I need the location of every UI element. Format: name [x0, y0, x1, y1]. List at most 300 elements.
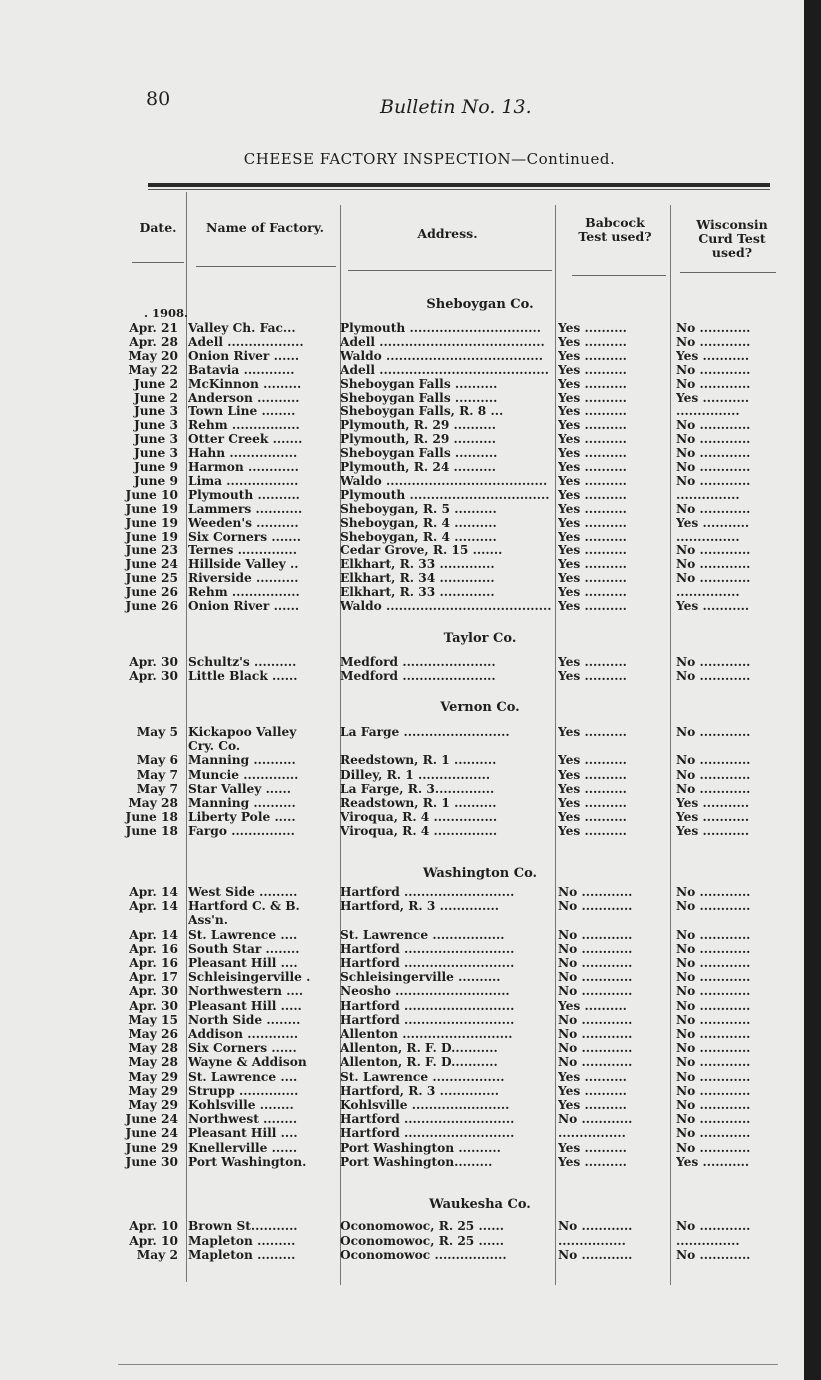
babcock-cell: No ............: [558, 1249, 633, 1262]
table-row: [0, 1085, 804, 1098]
date-cell: May 28: [128, 1055, 178, 1070]
factory-name-cell: Wayne & Addison: [188, 1056, 307, 1070]
factory-name-cell: Otter Creek .......: [188, 433, 303, 447]
wisconsin-cell: Yes ...........: [676, 516, 750, 530]
factory-name-cell: Schleisingerville .: [188, 971, 311, 985]
wisconsin-cell: No ............: [676, 782, 751, 796]
table-row: [0, 914, 804, 927]
address-cell: Hartford, R. 3 ..............: [340, 900, 500, 914]
date-cell: Apr. 30: [129, 984, 178, 999]
address-cell: Schleisingerville ..........: [340, 971, 501, 985]
factory-name-cell: Hillside Valley ..: [188, 558, 299, 572]
date-cell: May 29: [128, 1098, 178, 1112]
wisconsin-cell: No ............: [676, 1249, 751, 1262]
date-cell: June 24: [125, 1112, 178, 1127]
babcock-cell: Yes ..........: [558, 488, 627, 502]
babcock-cell: Yes ..........: [558, 1141, 627, 1155]
address-cell: St. Lawrence .................: [340, 928, 505, 942]
date-cell: Apr. 10: [129, 1233, 178, 1248]
date-cell: June 3: [134, 432, 178, 447]
table-row: [0, 825, 804, 838]
address-cell: Hartford ..........................: [340, 1113, 515, 1127]
babcock-cell: Yes ..........: [558, 811, 627, 825]
date-cell: June 19: [125, 529, 178, 544]
table-row: [0, 1000, 804, 1013]
factory-name-cell: Onion River ......: [188, 349, 300, 363]
table-row: [0, 392, 804, 405]
factory-name-cell: Pleasant Hill ....: [188, 1127, 298, 1141]
address-cell: Cedar Grove, R. 15 .......: [340, 544, 503, 558]
babcock-cell: Yes ..........: [558, 1099, 627, 1112]
wisconsin-cell: No ............: [676, 1084, 751, 1098]
date-cell: Apr. 30: [129, 998, 178, 1013]
date-cell: June 2: [134, 376, 178, 391]
factory-name-cell: Hahn ................: [188, 447, 298, 461]
header-underline: [132, 262, 184, 263]
factory-name-cell: Pleasant Hill .....: [188, 999, 302, 1013]
babcock-cell: Yes ..........: [558, 1070, 627, 1084]
table-row: [0, 322, 804, 335]
address-cell: Plymouth, R. 29 ..........: [340, 419, 496, 433]
address-cell: Waldo ......................................: [340, 474, 548, 488]
address-cell: Hartford ..........................: [340, 957, 515, 970]
babcock-cell: Yes ..........: [558, 474, 627, 488]
address-cell: Sheboygan Falls ..........: [340, 447, 498, 461]
factory-name-cell: Adell ..................: [188, 335, 304, 349]
wisconsin-cell: No ............: [676, 335, 751, 349]
address-cell: Port Washington ..........: [340, 1141, 501, 1155]
factory-name-cell: Little Black ......: [188, 670, 298, 683]
table-row: [0, 600, 804, 613]
date-cell: May 28: [128, 1041, 178, 1056]
table-row: [0, 1142, 804, 1155]
table-row: [0, 405, 804, 418]
wisconsin-cell: Yes ...........: [676, 600, 750, 613]
date-cell: June 19: [125, 501, 178, 516]
babcock-cell: Yes ..........: [558, 825, 627, 839]
header-babcock: Babcock Test used?: [578, 215, 652, 244]
address-cell: Hartford ..........................: [340, 886, 515, 899]
table-row: [0, 886, 804, 899]
address-cell: La Farge, R. 3..............: [340, 782, 495, 796]
factory-name-cell: Brown St...........: [188, 1220, 298, 1233]
factory-name-cell: West Side .........: [188, 886, 298, 899]
factory-name-cell: Anderson ..........: [188, 391, 300, 405]
date-cell: May 7: [136, 781, 178, 796]
table-row: [0, 797, 804, 810]
table-row: [0, 544, 804, 557]
wisconsin-cell: No ............: [676, 558, 751, 572]
babcock-cell: Yes ..........: [558, 600, 627, 613]
address-cell: Plymouth ...............................: [340, 322, 542, 335]
wisconsin-cell: No ............: [676, 377, 751, 391]
wisconsin-cell: No ............: [676, 1127, 751, 1141]
address-cell: Medford ......................: [340, 656, 496, 669]
address-cell: Hartford ..........................: [340, 942, 515, 956]
babcock-cell: Yes ..........: [558, 768, 627, 782]
babcock-cell: No ............: [558, 928, 633, 942]
date-cell: Apr. 30: [129, 669, 178, 683]
table-row: [0, 1099, 804, 1112]
address-cell: La Farge .........................: [340, 726, 510, 739]
date-cell: Apr. 10: [129, 1219, 178, 1233]
page-number: 80: [146, 88, 171, 110]
date-cell: May 26: [128, 1027, 178, 1041]
factory-name-cell: Schultz's ..........: [188, 656, 297, 669]
factory-name-cell: Northwestern ....: [188, 985, 304, 999]
address-cell: Hartford ..........................: [340, 1127, 515, 1141]
table-row: [0, 378, 804, 391]
table-row: [0, 943, 804, 956]
date-cell: June 18: [125, 810, 178, 825]
factory-name-cell: Valley Ch. Fac...: [188, 322, 296, 335]
wisconsin-cell: Yes ...........: [676, 391, 750, 405]
header-underline: [572, 275, 666, 276]
wisconsin-cell: No ............: [676, 928, 751, 942]
wisconsin-cell: No ............: [676, 1220, 751, 1233]
table-row: [0, 1056, 804, 1069]
address-cell: Elkhart, R. 33 .............: [340, 586, 495, 600]
date-cell: May 2: [136, 1248, 178, 1262]
date-cell: June 24: [125, 1126, 178, 1141]
babcock-cell: Yes ..........: [558, 1155, 627, 1169]
table-row: [0, 1014, 804, 1027]
table-row: [0, 558, 804, 571]
date-cell: June 26: [125, 599, 178, 613]
date-cell: June 10: [125, 487, 178, 502]
address-cell: Oconomowoc .................: [340, 1249, 507, 1262]
date-cell: Apr. 17: [129, 970, 178, 985]
babcock-cell: Yes ..........: [558, 405, 627, 419]
babcock-cell: ................: [558, 1127, 626, 1141]
county-heading: Waukesha Co.: [429, 1197, 531, 1212]
babcock-cell: No ............: [558, 1113, 633, 1127]
table-row: [0, 985, 804, 998]
babcock-cell: Yes ..........: [558, 433, 627, 447]
address-cell: Sheboygan Falls ..........: [340, 377, 498, 391]
table-row: [0, 811, 804, 824]
date-cell: June 25: [125, 571, 178, 586]
factory-name-cell: Hartford C. & B.: [188, 900, 300, 914]
wisconsin-cell: No ............: [676, 1099, 751, 1112]
wisconsin-cell: No ............: [676, 1070, 751, 1084]
babcock-cell: Yes ..........: [558, 558, 627, 572]
babcock-cell: Yes ..........: [558, 447, 627, 461]
table-row: [0, 1235, 804, 1248]
date-cell: June 3: [134, 418, 178, 433]
factory-name-cell: Plymouth ..........: [188, 488, 300, 502]
table-row: [0, 957, 804, 970]
county-heading: Taylor Co.: [443, 631, 517, 646]
wisconsin-cell: No ............: [676, 971, 751, 985]
date-cell: Apr. 14: [129, 927, 178, 942]
babcock-cell: Yes ..........: [558, 656, 627, 669]
wisconsin-cell: No ............: [676, 1113, 751, 1127]
address-cell: Sheboygan, R. 4 ..........: [340, 530, 497, 544]
babcock-cell: Yes ..........: [558, 797, 627, 810]
wisconsin-cell: No ............: [676, 474, 751, 488]
wisconsin-cell: No ............: [676, 419, 751, 433]
header-underline: [196, 266, 336, 267]
babcock-cell: No ............: [558, 886, 633, 899]
top-rule: [148, 183, 770, 187]
date-cell: June 3: [134, 404, 178, 419]
wisconsin-cell: No ............: [676, 447, 751, 461]
factory-name-cell: South Star ........: [188, 942, 300, 956]
wisconsin-cell: ...............: [676, 586, 740, 600]
factory-name-cell: Six Corners ......: [188, 1042, 297, 1056]
date-cell: June 9: [134, 460, 178, 474]
address-cell: Neosho ...........................: [340, 985, 510, 999]
county-heading: Vernon Co.: [440, 700, 520, 715]
factory-name-cell: Liberty Pole .....: [188, 811, 296, 825]
address-cell: Viroqua, R. 4 ...............: [340, 825, 498, 839]
address-cell: Dilley, R. 1 .................: [340, 768, 491, 782]
wisconsin-cell: No ............: [676, 900, 751, 914]
babcock-cell: No ............: [558, 971, 633, 985]
top-rule-thin: [148, 189, 770, 190]
babcock-cell: No ............: [558, 1013, 633, 1027]
wisconsin-cell: Yes ...........: [676, 797, 750, 810]
factory-name-cell: Town Line ........: [188, 405, 296, 419]
table-row: [0, 489, 804, 502]
address-cell: Sheboygan Falls, R. 8 ...: [340, 405, 504, 419]
table-row: [0, 740, 804, 753]
wisconsin-cell: No ............: [676, 1141, 751, 1155]
table-row: [0, 572, 804, 585]
factory-name-cell: Batavia ............: [188, 363, 295, 377]
factory-name-cell: Cry. Co.: [188, 740, 241, 754]
wisconsin-cell: No ............: [676, 957, 751, 970]
wisconsin-cell: No ............: [676, 322, 751, 335]
babcock-cell: No ............: [558, 957, 633, 970]
wisconsin-cell: No ............: [676, 363, 751, 377]
header-underline: [348, 270, 552, 271]
date-cell: June 30: [125, 1154, 178, 1169]
date-cell: Apr. 14: [129, 899, 178, 914]
header-name: Name of Factory.: [206, 220, 324, 235]
bottom-rule: [118, 1364, 778, 1365]
address-cell: Reedstown, R. 1 ..........: [340, 754, 497, 768]
table-row: [0, 1113, 804, 1126]
table-row: [0, 971, 804, 984]
wisconsin-cell: No ............: [676, 942, 751, 956]
address-cell: Allenton, R. F. D...........: [340, 1056, 498, 1070]
wisconsin-cell: No ............: [676, 461, 751, 474]
wisconsin-cell: No ............: [676, 502, 751, 516]
address-cell: Oconomowoc, R. 25 ......: [340, 1220, 504, 1233]
factory-name-cell: Riverside ..........: [188, 572, 299, 586]
address-cell: Elkhart, R. 34 .............: [340, 572, 495, 586]
address-cell: Waldo .......................................: [340, 600, 552, 613]
table-row: [0, 503, 804, 516]
babcock-cell: Yes ..........: [558, 782, 627, 796]
date-cell: Apr. 21: [129, 321, 178, 335]
date-cell: June 29: [125, 1140, 178, 1155]
factory-name-cell: Ternes ..............: [188, 544, 297, 558]
babcock-cell: Yes ..........: [558, 530, 627, 544]
factory-name-cell: McKinnon .........: [188, 377, 302, 391]
wisconsin-cell: No ............: [676, 754, 751, 768]
babcock-cell: Yes ..........: [558, 419, 627, 433]
babcock-cell: Yes ..........: [558, 335, 627, 349]
date-cell: Apr. 28: [129, 334, 178, 349]
babcock-cell: Yes ..........: [558, 502, 627, 516]
factory-name-cell: Port Washington.: [188, 1155, 307, 1169]
address-cell: Port Washington.........: [340, 1155, 493, 1169]
wisconsin-cell: No ............: [676, 726, 751, 739]
factory-name-cell: Onion River ......: [188, 600, 300, 613]
header-underline: [680, 272, 776, 273]
address-cell: Waldo .....................................: [340, 349, 544, 363]
wisconsin-cell: No ............: [676, 670, 751, 683]
address-cell: Hartford, R. 3 ..............: [340, 1084, 500, 1098]
factory-name-cell: St. Lawrence ....: [188, 1070, 298, 1084]
babcock-cell: Yes ..........: [558, 349, 627, 363]
factory-name-cell: Manning ..........: [188, 797, 296, 810]
babcock-cell: Yes ..........: [558, 726, 627, 739]
factory-name-cell: Mapleton .........: [188, 1249, 296, 1262]
date-cell: June 2: [134, 390, 178, 405]
address-cell: Adell .......................................: [340, 335, 545, 349]
babcock-cell: No ............: [558, 1042, 633, 1056]
date-cell: Apr. 16: [129, 956, 178, 970]
date-cell: June 9: [134, 473, 178, 488]
date-cell: June 19: [125, 515, 178, 530]
wisconsin-cell: No ............: [676, 985, 751, 999]
date-cell: May 7: [136, 767, 178, 782]
babcock-cell: Yes ..........: [558, 322, 627, 335]
table-row: [0, 1127, 804, 1140]
address-cell: Sheboygan, R. 4 ..........: [340, 516, 497, 530]
county-heading: Washington Co.: [422, 866, 538, 881]
table-row: [0, 1156, 804, 1169]
header-address: Address.: [417, 226, 478, 241]
wisconsin-cell: ...............: [676, 405, 740, 419]
babcock-cell: No ............: [558, 942, 633, 956]
wisconsin-cell: Yes ...........: [676, 825, 750, 839]
factory-name-cell: Strupp ..............: [188, 1084, 299, 1098]
table-row: [0, 754, 804, 767]
table-row: [0, 517, 804, 530]
wisconsin-cell: Yes ...........: [676, 1155, 750, 1169]
factory-name-cell: Lima .................: [188, 474, 299, 488]
babcock-cell: Yes ..........: [558, 363, 627, 377]
table-row: [0, 419, 804, 432]
county-heading: Sheboygan Co.: [426, 297, 534, 312]
factory-name-cell: Knellerville ......: [188, 1141, 298, 1155]
wisconsin-cell: Yes ...........: [676, 349, 750, 363]
wisconsin-cell: No ............: [676, 1028, 751, 1041]
year-label: . 1908.: [144, 306, 189, 320]
factory-name-cell: Star Valley ......: [188, 782, 292, 796]
table-row: [0, 783, 804, 796]
table-row: [0, 531, 804, 544]
factory-name-cell: Fargo ...............: [188, 825, 295, 839]
address-cell: Readstown, R. 1 ..........: [340, 797, 497, 810]
wisconsin-cell: No ............: [676, 999, 751, 1013]
factory-name-cell: St. Lawrence ....: [188, 928, 298, 942]
factory-name-cell: North Side ........: [188, 1013, 301, 1027]
address-cell: Sheboygan, R. 5 ..........: [340, 502, 497, 516]
date-cell: May 15: [128, 1012, 178, 1027]
factory-name-cell: Pleasant Hill ....: [188, 957, 298, 970]
factory-name-cell: Manning ..........: [188, 754, 296, 768]
address-cell: Kohlsville .......................: [340, 1099, 510, 1112]
babcock-cell: No ............: [558, 1028, 633, 1041]
address-cell: Hartford ..........................: [340, 1013, 515, 1027]
table-row: [0, 336, 804, 349]
wisconsin-cell: ...............: [676, 488, 740, 502]
wisconsin-cell: No ............: [676, 1056, 751, 1070]
wisconsin-cell: No ............: [676, 886, 751, 899]
table-row: [0, 475, 804, 488]
table-row: [0, 656, 804, 669]
table-row: [0, 929, 804, 942]
wisconsin-cell: ...............: [676, 530, 740, 544]
address-cell: Oconomowoc, R. 25 ......: [340, 1234, 504, 1248]
table-row: [0, 447, 804, 460]
table-row: [0, 586, 804, 599]
date-cell: May 5: [136, 725, 178, 739]
table-row: [0, 461, 804, 474]
babcock-cell: Yes ..........: [558, 461, 627, 474]
address-cell: Viroqua, R. 4 ...............: [340, 811, 498, 825]
date-cell: June 18: [125, 824, 178, 839]
wisconsin-cell: No ............: [676, 572, 751, 586]
page-title: [0, 150, 804, 168]
factory-name-cell: Northwest ........: [188, 1113, 298, 1127]
header-wisconsin: Wisconsin Curd Test used?: [696, 217, 768, 260]
title-main: CHEESE FACTORY INSPECTION: [243, 150, 512, 168]
date-cell: May 20: [128, 348, 178, 363]
address-cell: Hartford ..........................: [340, 999, 515, 1013]
table-row: [0, 726, 804, 739]
table-row: [0, 350, 804, 363]
factory-name-cell: Kohlsville ........: [188, 1099, 294, 1112]
address-cell: Plymouth .................................: [340, 488, 550, 502]
wisconsin-cell: No ............: [676, 1013, 751, 1027]
babcock-cell: ................: [558, 1234, 626, 1248]
babcock-cell: Yes ..........: [558, 586, 627, 600]
factory-name-cell: Mapleton .........: [188, 1234, 296, 1248]
wisconsin-cell: No ............: [676, 544, 751, 558]
scan-edge: [804, 0, 821, 1380]
date-cell: May 29: [128, 1083, 178, 1098]
table-row: [0, 433, 804, 446]
babcock-cell: No ............: [558, 1220, 633, 1233]
date-cell: June 26: [125, 585, 178, 600]
table-row: [0, 1220, 804, 1233]
table-row: [0, 900, 804, 913]
wisconsin-cell: ...............: [676, 1234, 740, 1248]
factory-name-cell: Ass'n.: [188, 914, 229, 928]
factory-name-cell: Rehm ................: [188, 419, 300, 433]
date-cell: June 24: [125, 557, 178, 572]
table-row: [0, 1249, 804, 1262]
factory-name-cell: Rehm ................: [188, 586, 300, 600]
address-cell: St. Lawrence .................: [340, 1070, 505, 1084]
bulletin-title: Bulletin No. 13.: [380, 96, 532, 118]
table-row: [0, 670, 804, 683]
wisconsin-cell: No ............: [676, 656, 751, 669]
factory-name-cell: Addison ............: [188, 1028, 299, 1041]
address-cell: Allenton, R. F. D...........: [340, 1042, 498, 1056]
address-cell: Adell ........................................: [340, 363, 549, 377]
babcock-cell: Yes ..........: [558, 516, 627, 530]
factory-name-cell: Six Corners .......: [188, 530, 302, 544]
babcock-cell: Yes ..........: [558, 670, 627, 683]
